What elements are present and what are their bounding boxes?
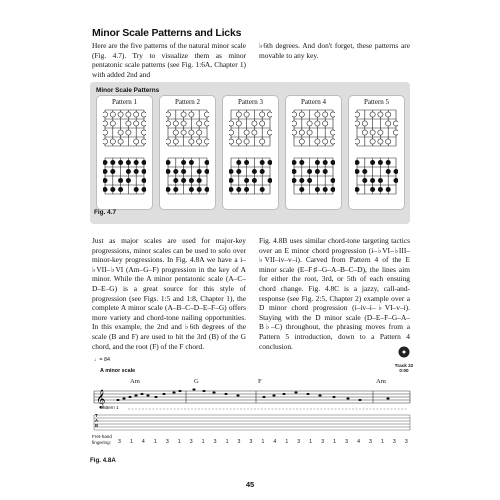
pattern-card-4 xyxy=(285,95,342,210)
tempo-marking: ♩= 84 xyxy=(94,357,111,363)
fingering-number: 4 xyxy=(141,439,145,445)
body-right-column xyxy=(259,236,410,351)
pattern-title: Pattern 2 xyxy=(174,98,201,106)
tab-letter: A xyxy=(95,418,99,423)
page-number: 45 xyxy=(245,480,255,489)
pattern-title: Pattern 4 xyxy=(300,98,327,106)
fingering-number: 1 xyxy=(201,439,205,445)
pattern-title: Pattern 3 xyxy=(237,98,264,106)
fingering-number: 3 xyxy=(369,439,372,445)
fingering-number: 3 xyxy=(165,439,169,445)
figure-title: Minor Scale Patterns xyxy=(96,87,160,94)
note-heads xyxy=(116,388,389,401)
fingering-number: 1 xyxy=(285,439,289,445)
fingering-number: 3 xyxy=(392,439,396,445)
fingering-number: 1 xyxy=(261,439,265,445)
fingering-number: 3 xyxy=(321,439,325,445)
tab-clef xyxy=(95,413,98,428)
body-right-text: Fig. 4.8B uses similar chord-tone targeting tactics over an E minor chord progression (i–♭VI–♭III–♭VII–iv–v–i). Carved from Pattern 4 of the E minor scale (E–F♯–G–A–B–C–D), the lines aim for either the root, 3rd, or 5th of each ensuing chord change. Fig. 4.8C is a jazzy, call-and-response (see Fig. 2:5, Chapter 2) example over a D minor chord progression (i–iv–i–♭VI–v–i). Staying with the D minor scale (D–E–F–G–A–B♭–C) throughout, the phrasing moves from a Pattern 5 introduction, down to a Pattern 4 conclusion. xyxy=(259,236,410,351)
figure-minor-scale-patterns xyxy=(90,82,410,224)
fretboard-dots-diagram xyxy=(355,156,398,196)
tab-lines xyxy=(94,415,410,430)
pattern-card-1 xyxy=(96,95,153,210)
fingering-number: 1 xyxy=(129,439,133,445)
pattern-card-3 xyxy=(222,95,279,210)
fretboard-diagram xyxy=(103,108,146,148)
intro-left-column xyxy=(92,41,246,79)
fingering-number: 4 xyxy=(273,439,277,445)
chord-symbol: Am xyxy=(376,378,386,385)
fingering-number: 3 xyxy=(249,439,253,445)
chord-symbol: G xyxy=(194,378,199,385)
fretboard-diagram xyxy=(166,108,209,148)
fingering-number: 3 xyxy=(118,439,121,445)
music-figure-label: Fig. 4.8A xyxy=(90,457,116,464)
fingering-number: 1 xyxy=(333,439,337,445)
pattern-title: Pattern 1 xyxy=(111,98,138,106)
staff-lines xyxy=(94,391,410,403)
cd-icon xyxy=(398,346,410,358)
intro-right-column xyxy=(259,41,410,60)
body-left-column xyxy=(92,236,246,351)
pattern-title: Pattern 5 xyxy=(363,98,390,106)
fingering-number: 4 xyxy=(357,439,360,445)
fretboard-diagram xyxy=(292,108,335,148)
fretboard-dots-diagram xyxy=(292,156,335,196)
track-badge xyxy=(393,345,415,373)
fretboard-dots-diagram xyxy=(229,156,272,196)
track-time: 0:00 xyxy=(399,368,409,373)
tab-letter: T xyxy=(95,413,98,418)
fretboard-diagram xyxy=(229,108,272,148)
fingering-number: 3 xyxy=(213,439,217,445)
body-left-text: Just as major scales are used for major-key progressions, minor scales can be used to solo over minor-key progressions. In Fig. 4.8A we have a i–♭VII–♭VI (Am–G–F) progression in the key of A minor. While the A minor pentatonic scale (A–C–D–E–G) is a great source for this style of progression (see Figs. 1:5 and 1:8, Chapter 1), the complete A minor scale (A–B–C–D–E–F–G) offers more variety and chord-tone nailing opportunities. In this example, the 2nd and ♭6th degrees of the scale (B and F) are used to hit the 3rd (B) of the G chord, and the root (F) of the F chord. xyxy=(92,236,246,351)
intro-right-text: ♭6th degrees. And don't forget, these patterns are movable to any key. xyxy=(259,41,410,60)
treble-clef-icon: 𝄞 xyxy=(96,389,106,408)
music-staff-and-tab xyxy=(88,385,412,445)
track-number: Track 22 xyxy=(394,363,414,368)
fingering-number: 1 xyxy=(177,439,181,445)
figure-label: Fig. 4.7 xyxy=(94,209,117,216)
section-label: A minor scale xyxy=(100,368,136,374)
fingering-number: 3 xyxy=(237,439,241,445)
chord-symbol: F xyxy=(258,378,262,385)
intro-left-text: Here are the five patterns of the natural minor scale (Fig. 4.7). Try to visualize them as minor pentatonic scale patterns (see Fig. 1:6A, Chapter 1) with added 2nd and xyxy=(92,41,246,79)
fingering-number: 3 xyxy=(404,439,408,445)
fingering-label: Fret-hand fingering: xyxy=(92,434,112,445)
fingering-number: 1 xyxy=(225,439,229,445)
fingering-number: 1 xyxy=(309,439,313,445)
fingering-number: 1 xyxy=(380,439,384,445)
chord-symbol: Am xyxy=(130,378,140,385)
fretboard-dots-diagram xyxy=(103,156,146,196)
fingering-number: 3 xyxy=(189,439,193,445)
fingering-number: 3 xyxy=(345,439,348,445)
fingering-number: 3 xyxy=(297,439,301,445)
fretboard-diagram xyxy=(355,108,398,148)
fingering-row xyxy=(118,439,408,445)
section-heading: Minor Scale Patterns and Licks xyxy=(92,27,242,39)
fretboard-dots-diagram xyxy=(166,156,209,196)
pattern-card-5 xyxy=(348,95,405,210)
pattern-marker: Pattern 1 xyxy=(100,405,119,410)
fingering-number: 1 xyxy=(153,439,157,445)
tab-letter: B xyxy=(95,423,99,428)
pattern-card-2 xyxy=(159,95,216,210)
